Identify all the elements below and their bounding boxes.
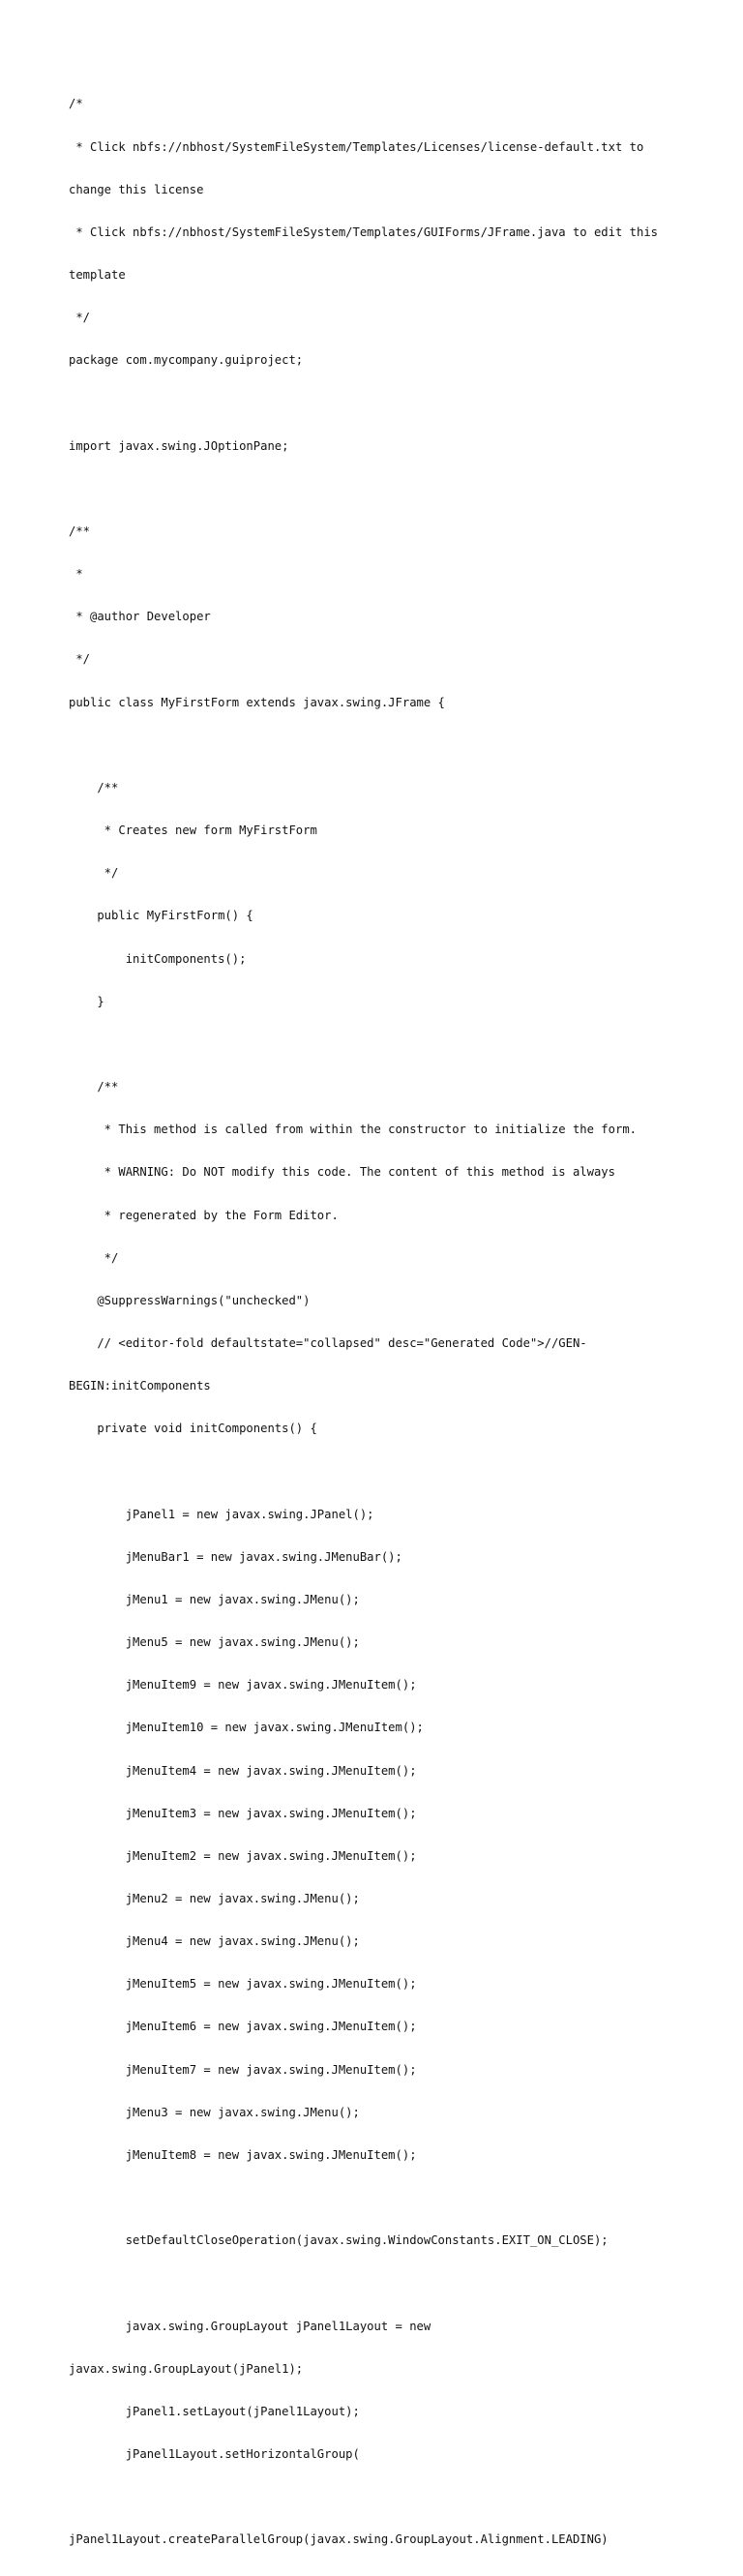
code-line: jMenuItem6 = new javax.swing.JMenuItem();: [69, 2020, 417, 2034]
code-line: jMenuItem9 = new javax.swing.JMenuItem();: [69, 1678, 417, 1692]
code-line: */: [69, 1250, 119, 1265]
code-line: * This method is called from within the constructor to initialize the form.: [69, 1123, 637, 1137]
code-line: initComponents();: [69, 951, 247, 966]
code-line: javax.swing.GroupLayout(jPanel1);: [69, 2361, 304, 2376]
code-line: jPanel1.setLayout(jPanel1Layout);: [69, 2404, 360, 2418]
code-line: template: [69, 268, 126, 283]
code-line: change this license: [69, 182, 204, 196]
code-line: jMenuItem7 = new javax.swing.JMenuItem();: [69, 2062, 417, 2077]
code-line: setDefaultCloseOperation(javax.swing.WindowConstants.EXIT_ON_CLOSE);: [69, 2233, 609, 2248]
code-line: jMenu1 = new javax.swing.JMenu();: [69, 1592, 360, 1606]
code-line: /**: [69, 1080, 119, 1094]
code-line: jPanel1Layout.setHorizontalGroup(: [69, 2447, 360, 2462]
code-line: jMenuItem3 = new javax.swing.JMenuItem();: [69, 1806, 417, 1820]
code-line: package com.mycompany.guiproject;: [69, 353, 304, 368]
code-line: jMenu3 = new javax.swing.JMenu();: [69, 2105, 360, 2119]
code-line: jMenu5 = new javax.swing.JMenu();: [69, 1635, 360, 1650]
code-line: jMenu2 = new javax.swing.JMenu();: [69, 1892, 360, 1905]
code-line: * @author Developer: [69, 610, 211, 624]
code-line: import javax.swing.JOptionPane;: [69, 438, 289, 453]
code-line: @SuppressWarnings("unchecked"): [69, 1293, 311, 1307]
code-line: public class MyFirstForm extends javax.swing.JFrame {: [69, 695, 445, 709]
code-line: jMenuItem2 = new javax.swing.JMenuItem();: [69, 1848, 417, 1863]
code-listing: [69, 69, 688, 2576]
code-line: // <editor-fold defaultstate="collapsed" desc="Generated Code">//GEN-: [69, 1335, 587, 1350]
code-line: */: [69, 866, 119, 881]
code-line: */: [69, 311, 91, 325]
code-line: [69, 1464, 688, 1479]
code-line: jMenuItem8 = new javax.swing.JMenuItem();: [69, 2147, 417, 2162]
code-line: jPanel1Layout.createParallelGroup(javax.swing.GroupLayout.Alignment.LEADING): [69, 2532, 609, 2547]
code-line: javax.swing.GroupLayout jPanel1Layout = new: [69, 2319, 431, 2333]
code-line: */: [69, 652, 91, 667]
code-line: * WARNING: Do NOT modify this code. The content of this method is always: [69, 1165, 615, 1180]
code-line: [69, 397, 688, 411]
code-line: [69, 2191, 688, 2205]
code-line: *: [69, 567, 83, 582]
code-line: * Click nbfs://nbhost/SystemFileSystem/Templates/GUIForms/JFrame.java to edit this: [69, 225, 659, 239]
code-line: }: [69, 994, 104, 1008]
code-line: jMenuItem10 = new javax.swing.JMenuItem();: [69, 1721, 424, 1735]
code-line: * Creates new form MyFirstForm: [69, 824, 317, 838]
code-line: jMenuBar1 = new javax.swing.JMenuBar();: [69, 1549, 402, 1564]
code-line: [69, 2276, 688, 2291]
code-line: * regenerated by the Form Editor.: [69, 1208, 339, 1222]
code-line: [69, 1037, 688, 1052]
code-line: * Click nbfs://nbhost/SystemFileSystem/Templates/Licenses/license-default.txt to: [69, 139, 644, 154]
code-line: /**: [69, 524, 91, 538]
code-line: jMenuItem5 = new javax.swing.JMenuItem();: [69, 1977, 417, 1992]
code-line: [69, 2490, 688, 2504]
code-line: [69, 482, 688, 496]
code-line: BEGIN:initComponents: [69, 1379, 211, 1393]
code-line: /**: [69, 780, 119, 794]
code-line: public MyFirstForm() {: [69, 909, 253, 923]
code-line: /*: [69, 97, 83, 111]
code-line: jMenuItem4 = new javax.swing.JMenuItem();: [69, 1763, 417, 1778]
code-line: private void initComponents() {: [69, 1422, 317, 1436]
code-line: [69, 738, 688, 753]
code-line: jMenu4 = new javax.swing.JMenu();: [69, 1934, 360, 1949]
code-line: jPanel1 = new javax.swing.JPanel();: [69, 1507, 374, 1521]
